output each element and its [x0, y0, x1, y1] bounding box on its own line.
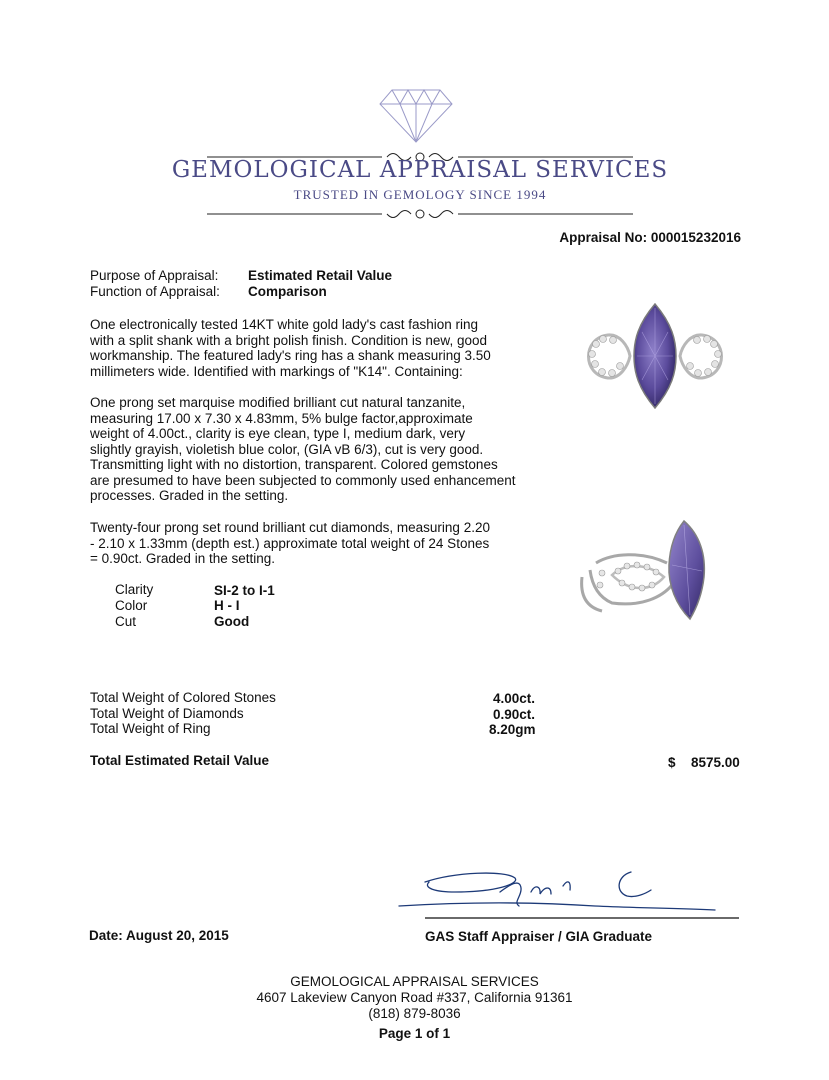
total-value-diamonds: 0.90ct. — [493, 707, 536, 722]
description-line: millimeters wide. Identified with markings of "K14". Containing: — [90, 363, 463, 379]
diamonds-description — [90, 520, 490, 567]
description-line: workmanship. The featured lady's ring has a shank measuring 3.50 — [90, 348, 491, 363]
footer-phone: (818) 879-8036 — [368, 1006, 461, 1021]
function-label: Function of Appraisal: — [90, 284, 220, 299]
ring-top-view-photo — [580, 300, 730, 412]
grading-label-clarity: Clarity — [115, 582, 154, 597]
appraisal-number: Appraisal No: 000015232016 — [559, 230, 741, 245]
function-value: Comparison — [248, 284, 327, 299]
gemstone-line: Transmitting light with no distortion, transparent. Colored gemstones — [90, 457, 498, 472]
gemstone-line: One prong set marquise modified brilliant cut natural tanzanite, — [90, 395, 466, 410]
footer-address: 4607 Lakeview Canyon Road #337, California 91361 — [256, 990, 573, 1005]
retail-currency: $ — [668, 755, 676, 770]
company-name: GEMOLOGICAL APPRAISAL SERVICES — [171, 157, 669, 183]
appraiser-signature — [395, 862, 740, 924]
total-value-ring: 8.20gm — [489, 722, 536, 737]
diamonds-line: - 2.10 x 1.33mm (depth est.) approximate total weight of 24 Stones — [90, 535, 490, 551]
description-line: with a split shank with a bright polish finish. Condition is new, good — [90, 332, 487, 348]
appraiser-title: GAS Staff Appraiser / GIA Graduate — [425, 929, 653, 944]
total-value-colored-stones: 4.00ct. — [493, 691, 536, 706]
gemstone-description — [90, 395, 516, 504]
grading-value-clarity: SI-2 to I-1 — [214, 583, 275, 598]
retail-value-label: Total Estimated Retail Value — [90, 753, 270, 768]
ring-description — [90, 317, 491, 379]
header-rule-bottom — [207, 204, 633, 224]
company-tagline: TRUSTED IN GEMOLOGY SINCE 1994 — [293, 187, 547, 202]
grading-label-cut: Cut — [115, 614, 137, 629]
description-line: One electronically tested 14KT white gold lady's cast fashion ring — [90, 317, 479, 332]
grading-value-color: H - I — [214, 598, 240, 613]
grading-label-color: Color — [115, 598, 148, 613]
footer-company: GEMOLOGICAL APPRAISAL SERVICES — [290, 974, 539, 989]
gemstone-line: slightly grayish, violetish blue color, (GIA vB 6/3), cut is very good. — [90, 441, 484, 457]
purpose-label: Purpose of Appraisal: — [90, 268, 219, 283]
diamond-logo-icon — [378, 88, 454, 144]
total-label-ring: Total Weight of Ring — [90, 721, 211, 736]
total-label-colored-stones: Total Weight of Colored Stones — [90, 690, 276, 705]
gemstone-line: measuring 17.00 x 7.30 x 4.83mm, 5% bulge factor,approximate — [90, 410, 473, 426]
gemstone-line: processes. Graded in the setting. — [90, 488, 289, 503]
retail-amount: 8575.00 — [691, 755, 740, 770]
appraisal-date: Date: August 20, 2015 — [89, 928, 229, 943]
total-label-diamonds: Total Weight of Diamonds — [90, 706, 244, 721]
purpose-value: Estimated Retail Value — [248, 268, 393, 283]
gemstone-line: weight of 4.00ct., clarity is eye clean, type I, medium dark, very — [90, 426, 466, 441]
page-number: Page 1 of 1 — [378, 1026, 451, 1041]
grading-value-cut: Good — [214, 614, 250, 629]
diamonds-line: Twenty-four prong set round brilliant cut diamonds, measuring 2.20 — [90, 520, 490, 535]
gemstone-line: are presumed to have been subjected to commonly used enhancement — [90, 472, 516, 488]
ring-side-view-photo — [572, 515, 732, 630]
diamonds-line: = 0.90ct. Graded in the setting. — [90, 551, 275, 566]
